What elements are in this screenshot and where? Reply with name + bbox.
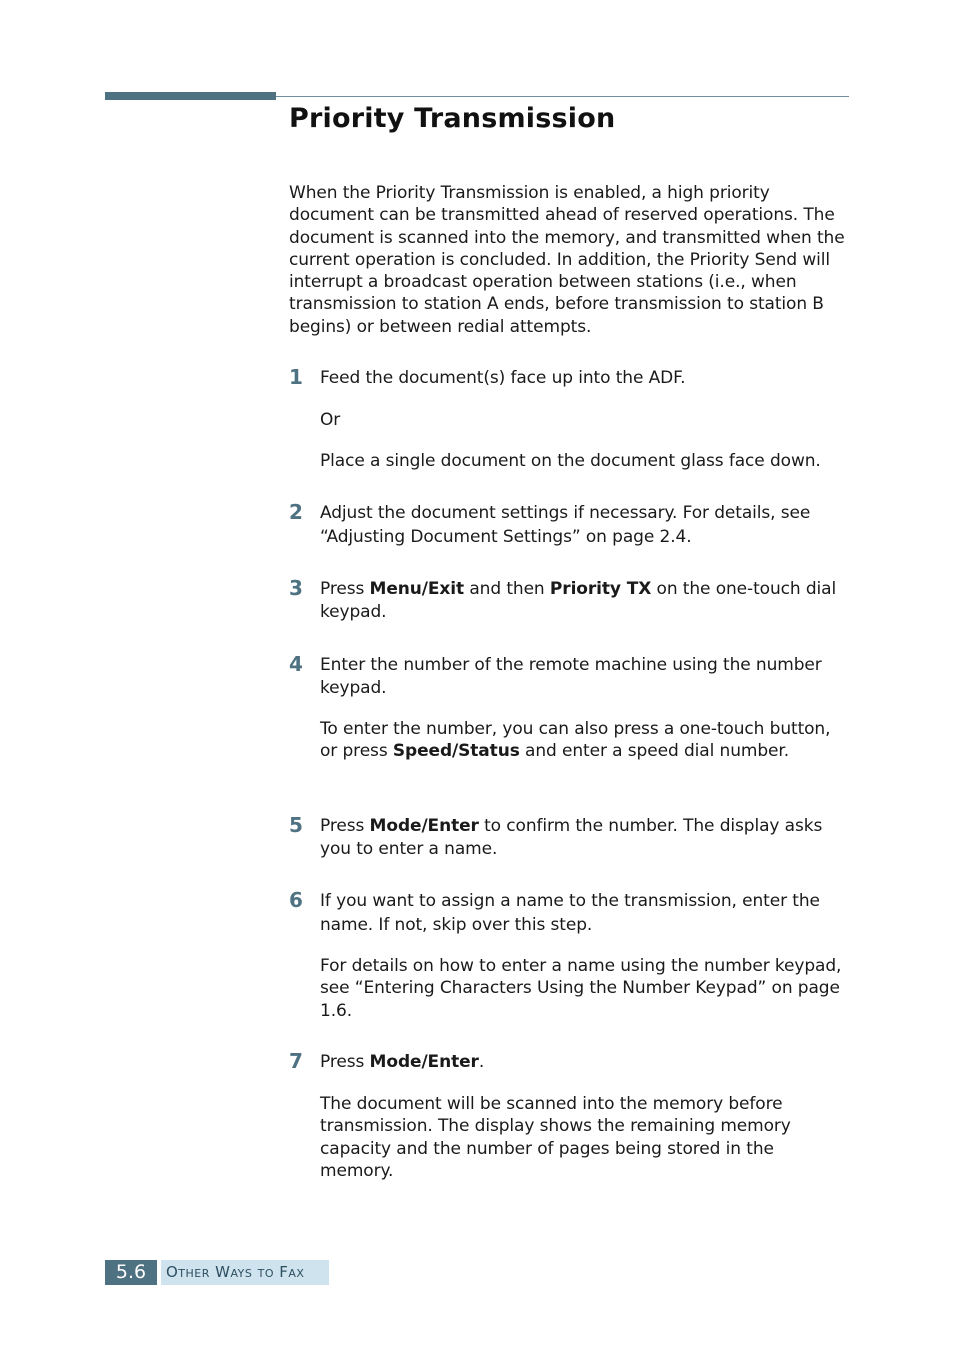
menu-exit-key: Menu/Exit	[369, 579, 465, 599]
page-number: 5.6	[105, 1260, 157, 1285]
chapter-title: Other Ways to Fax	[161, 1260, 329, 1285]
mode-enter-key: Mode/Enter	[369, 816, 479, 836]
step-6-note: For details on how to enter a name using the number keypad, see “Entering Characters Using the Number Keypad” on page 1.6.	[320, 956, 842, 1021]
step-2-text: Adjust the document settings if necessary. For details, see “Adjusting Document Settings” on page 2.4.	[320, 503, 811, 547]
step-3-mid: and then	[464, 579, 550, 599]
speed-status-key: Speed/Status	[392, 741, 520, 762]
step-4-note-pre: To enter the number, you can also press a one-touch button, or press	[320, 719, 831, 762]
step-4-number: 4	[289, 652, 303, 676]
step-3-post: on the one-touch dial keypad.	[320, 579, 837, 622]
step-5-text	[320, 815, 850, 861]
header-rule-line	[276, 96, 849, 97]
step-3-number: 3	[289, 576, 303, 600]
step-1-number: 1	[289, 365, 303, 389]
step-4-note-post: and enter a speed dial number.	[519, 741, 790, 762]
step-2-number: 2	[289, 500, 303, 524]
step-1-alt: Place a single document on the document glass face down.	[320, 451, 821, 471]
priority-tx-key: Priority TX	[549, 579, 652, 599]
step-5-number: 5	[289, 813, 303, 837]
header-rule-accent	[105, 92, 276, 100]
step-4-text: Enter the number of the remote machine using the number keypad.	[320, 655, 822, 698]
step-1-text: Feed the document(s) face up into the ADF.	[320, 368, 686, 388]
step-6-text: If you want to assign a name to the transmission, enter the name. If not, skip over this step.	[320, 891, 820, 935]
step-5-post: to confirm the number. The display asks you to enter a name.	[320, 816, 823, 859]
page-title: Priority Transmission	[289, 103, 616, 134]
step-7-pre: Press	[320, 1052, 370, 1072]
intro-paragraph: When the Priority Transmission is enabled, a high priority document can be transmitted ahead of reserved operations. The document is scanned into the memory, and transmitted when the current operation is concluded. In addition, the Priority Send will interrupt a broadcast operation between stations (i.e., when transmission to station A ends, before transmission to station B begins) or between redial attempts.	[289, 183, 845, 337]
step-7-text	[320, 1051, 850, 1074]
mode-enter-key: Mode/Enter	[369, 1052, 479, 1072]
step-6-number: 6	[289, 888, 303, 912]
step-4-note	[320, 718, 850, 763]
step-7-note: The document will be scanned into the memory before transmission. The display shows the remaining memory capacity and the number of pages being stored in the memory.	[320, 1094, 791, 1181]
step-3-text	[320, 578, 850, 623]
step-3-pre: Press	[320, 579, 370, 599]
step-5-pre: Press	[320, 816, 370, 836]
step-7-number: 7	[289, 1049, 303, 1073]
step-1-or: Or	[320, 410, 341, 430]
step-7-post: .	[478, 1052, 485, 1072]
